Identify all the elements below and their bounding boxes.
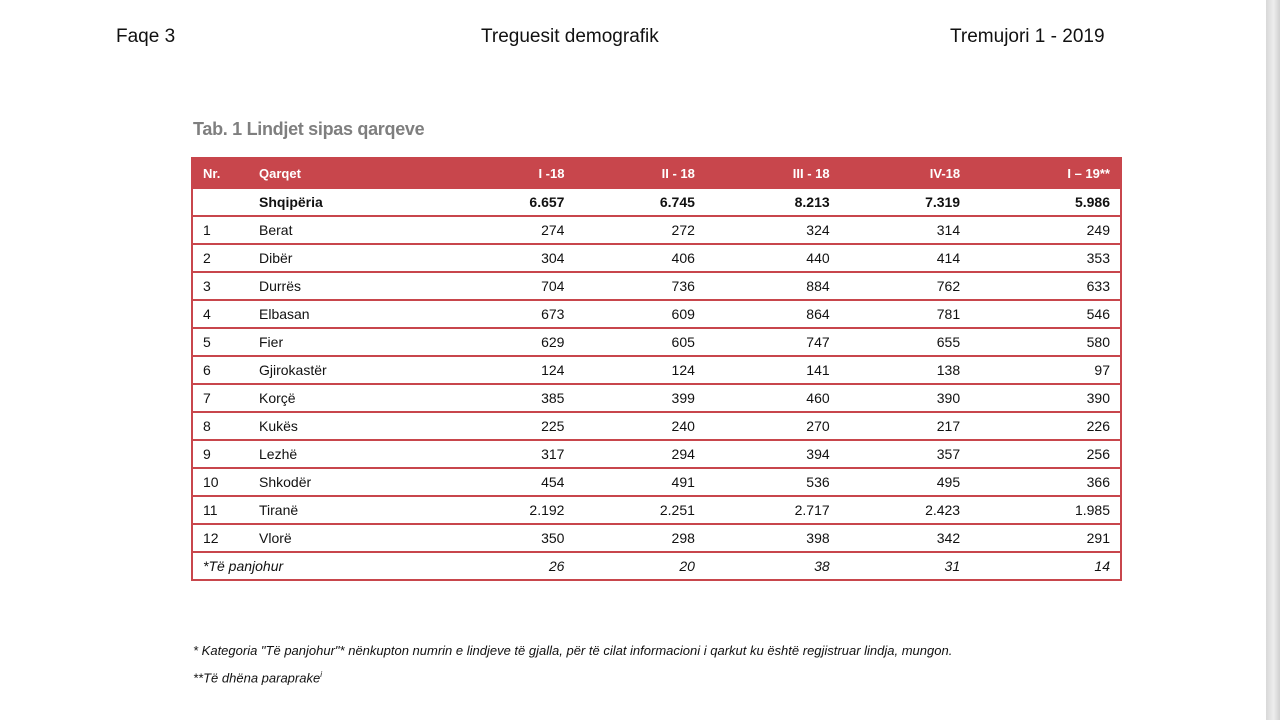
table-row (192, 328, 1121, 356)
row-number: 7 (192, 384, 249, 412)
col-header-q3-18: III - 18 (705, 158, 840, 188)
cell-value: 394 (705, 440, 840, 468)
col-header-q2-18: II - 18 (574, 158, 704, 188)
cell-value: 217 (840, 412, 970, 440)
col-header-q1-18: I -18 (444, 158, 574, 188)
cell-value: 256 (970, 440, 1121, 468)
births-table (191, 157, 1122, 581)
footnote-preliminary (193, 670, 322, 685)
document-period: Tremujori 1 - 2019 (950, 26, 1105, 47)
cell-value: 781 (840, 300, 970, 328)
region-name: Lezhë (249, 440, 444, 468)
row-number: 5 (192, 328, 249, 356)
cell-value: 138 (840, 356, 970, 384)
cell-value: 605 (574, 328, 704, 356)
cell-value: 390 (840, 384, 970, 412)
row-number: 6 (192, 356, 249, 384)
cell-value: 460 (705, 384, 840, 412)
window-edge (1266, 0, 1280, 720)
page-number: Faqe 3 (116, 26, 176, 47)
table-row (192, 216, 1121, 244)
total-row (192, 188, 1121, 216)
cell-value: 609 (574, 300, 704, 328)
cell-value: 398 (705, 524, 840, 552)
cell-value: 536 (705, 468, 840, 496)
cell-value: 655 (840, 328, 970, 356)
cell-value: 414 (840, 244, 970, 272)
cell-value: 864 (705, 300, 840, 328)
cell-value: 124 (444, 356, 574, 384)
footnote-preliminary-text: **Të dhëna paraprake (193, 670, 321, 686)
cell-value: 385 (444, 384, 574, 412)
cell-value: 324 (705, 216, 840, 244)
cell-value: 580 (970, 328, 1121, 356)
table-row (192, 300, 1121, 328)
region-name: Elbasan (249, 300, 444, 328)
region-name: Berat (249, 216, 444, 244)
cell-value: 226 (970, 412, 1121, 440)
region-name: Durrës (249, 272, 444, 300)
cell-value: 399 (574, 384, 704, 412)
cell-value: 97 (970, 356, 1121, 384)
document-title: Treguesit demografik (481, 26, 659, 47)
cell-value: 6.745 (574, 188, 704, 216)
footnote-superscript: i (320, 670, 322, 679)
cell-value: 291 (970, 524, 1121, 552)
cell-value: 884 (705, 272, 840, 300)
col-header-nr: Nr. (192, 158, 249, 188)
cell-value: 240 (574, 412, 704, 440)
cell-value: 350 (444, 524, 574, 552)
cell-value: 7.319 (840, 188, 970, 216)
row-number: 1 (192, 216, 249, 244)
table-row (192, 524, 1121, 552)
region-name: Kukës (249, 412, 444, 440)
region-name: Fier (249, 328, 444, 356)
col-header-region: Qarqet (249, 158, 444, 188)
footnote-unknown-category: * Kategoria "Të panjohur"* nënkupton numrin e lindjeve të gjalla, për të cilat informacioni i qarkut ku është regjistruar lindja, mungon. (193, 643, 953, 658)
unknown-row (192, 552, 1121, 580)
row-number: 3 (192, 272, 249, 300)
region-name: Vlorë (249, 524, 444, 552)
cell-value: 633 (970, 272, 1121, 300)
table-header-row (192, 158, 1121, 188)
cell-value: 270 (705, 412, 840, 440)
cell-value: 491 (574, 468, 704, 496)
cell-value: 124 (574, 356, 704, 384)
region-name: Shqipëria (249, 188, 444, 216)
cell-value: 274 (444, 216, 574, 244)
region-name: Tiranë (249, 496, 444, 524)
table-row (192, 272, 1121, 300)
cell-value: 495 (840, 468, 970, 496)
cell-value: 406 (574, 244, 704, 272)
cell-value: 2.251 (574, 496, 704, 524)
cell-value: 747 (705, 328, 840, 356)
cell-value: 20 (574, 552, 704, 580)
region-name: Shkodër (249, 468, 444, 496)
cell-value: 546 (970, 300, 1121, 328)
cell-value: 298 (574, 524, 704, 552)
table-row (192, 356, 1121, 384)
col-header-q1-19: I – 19** (970, 158, 1121, 188)
unknown-label: *Të panjohur (192, 552, 444, 580)
row-number: 2 (192, 244, 249, 272)
cell-value: 317 (444, 440, 574, 468)
cell-value: 673 (444, 300, 574, 328)
cell-value: 14 (970, 552, 1121, 580)
cell-value: 314 (840, 216, 970, 244)
row-number: 10 (192, 468, 249, 496)
table-row (192, 244, 1121, 272)
cell-value: 304 (444, 244, 574, 272)
row-number: 8 (192, 412, 249, 440)
cell-value: 2.192 (444, 496, 574, 524)
cell-value: 629 (444, 328, 574, 356)
cell-value: 31 (840, 552, 970, 580)
cell-value: 342 (840, 524, 970, 552)
cell-value: 2.717 (705, 496, 840, 524)
cell-value: 366 (970, 468, 1121, 496)
cell-value: 1.985 (970, 496, 1121, 524)
cell-value: 736 (574, 272, 704, 300)
cell-value: 353 (970, 244, 1121, 272)
cell-value: 8.213 (705, 188, 840, 216)
cell-value: 762 (840, 272, 970, 300)
cell-value: 454 (444, 468, 574, 496)
table-title: Tab. 1 Lindjet sipas qarqeve (193, 119, 425, 139)
cell-value: 272 (574, 216, 704, 244)
cell-value: 390 (970, 384, 1121, 412)
row-number: 12 (192, 524, 249, 552)
cell-value: 26 (444, 552, 574, 580)
cell-value: 440 (705, 244, 840, 272)
cell-value: 141 (705, 356, 840, 384)
cell-value: 38 (705, 552, 840, 580)
cell-value: 6.657 (444, 188, 574, 216)
cell-value: 225 (444, 412, 574, 440)
row-number: 9 (192, 440, 249, 468)
cell-value: 357 (840, 440, 970, 468)
table-row (192, 440, 1121, 468)
table-row (192, 412, 1121, 440)
region-name: Korçë (249, 384, 444, 412)
region-name: Gjirokastër (249, 356, 444, 384)
row-number: 11 (192, 496, 249, 524)
region-name: Dibër (249, 244, 444, 272)
col-header-q4-18: IV-18 (840, 158, 970, 188)
row-number (192, 188, 249, 216)
cell-value: 2.423 (840, 496, 970, 524)
table-row (192, 384, 1121, 412)
row-number: 4 (192, 300, 249, 328)
cell-value: 294 (574, 440, 704, 468)
cell-value: 5.986 (970, 188, 1121, 216)
table-row (192, 468, 1121, 496)
cell-value: 249 (970, 216, 1121, 244)
cell-value: 704 (444, 272, 574, 300)
table-row (192, 496, 1121, 524)
